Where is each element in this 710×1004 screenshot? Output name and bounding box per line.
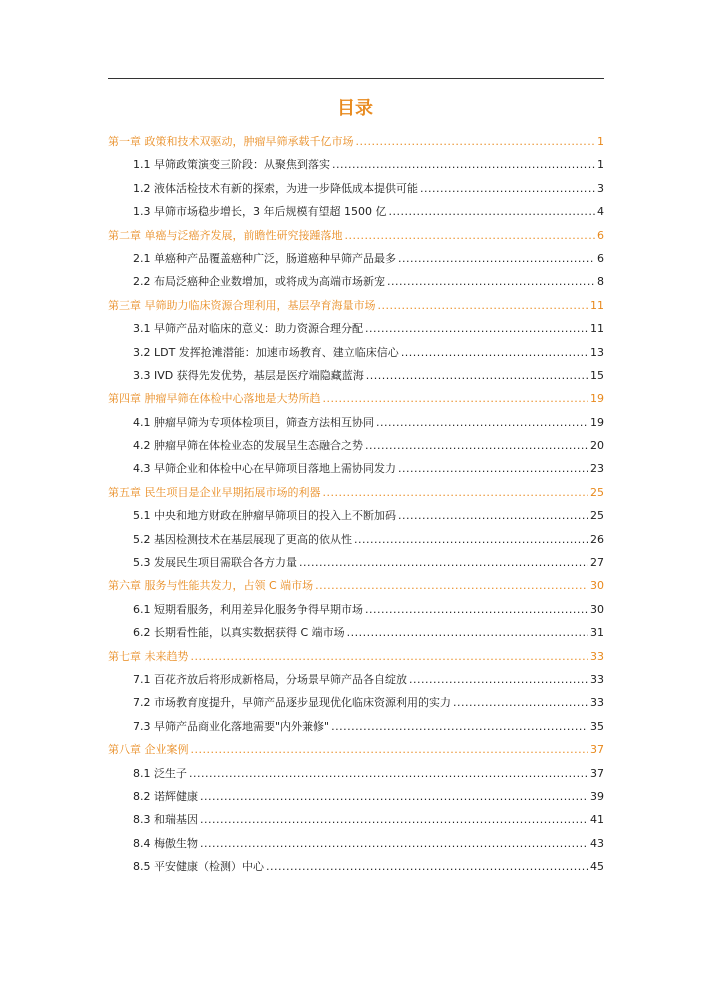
toc-chapter-entry[interactable] <box>108 224 604 247</box>
toc-entry-title: 5.3 发展民生项目需联合各方力量 <box>133 556 297 570</box>
dot-leader <box>191 645 589 668</box>
toc-entry-page: 33 <box>590 696 604 710</box>
toc-section-entry[interactable] <box>108 364 604 387</box>
dot-leader <box>323 481 589 504</box>
toc-section-entry[interactable] <box>108 434 604 457</box>
toc-entry-title: 第四章 肿瘤早筛在体检中心落地是大势所趋 <box>108 392 321 406</box>
toc-entry-page: 39 <box>590 789 604 803</box>
toc-entry-title: 1.2 液体活检技术有新的探索，为进一步降低成本提供可能 <box>133 181 418 195</box>
dot-leader <box>200 785 588 808</box>
toc-entry-page: 45 <box>590 860 604 874</box>
dot-leader <box>331 715 588 738</box>
dot-leader <box>266 855 588 878</box>
toc-section-entry[interactable] <box>108 341 604 364</box>
toc-entry-page: 19 <box>590 392 604 406</box>
toc-section-entry[interactable] <box>108 808 604 831</box>
toc-entry-title: 4.3 早筛企业和体检中心在早筛项目落地上需协同发力 <box>133 462 396 476</box>
dot-leader <box>354 528 588 551</box>
toc-chapter-entry[interactable] <box>108 738 604 761</box>
dot-leader <box>387 270 595 293</box>
toc-section-entry[interactable] <box>108 317 604 340</box>
toc-entry-title: 1.1 早筛政策演变三阶段：从聚焦到落实 <box>133 158 330 172</box>
dot-leader <box>398 504 588 527</box>
toc-entry-page: 30 <box>590 602 604 616</box>
toc-entry-page: 27 <box>590 556 604 570</box>
toc-entry-page: 11 <box>590 322 604 336</box>
toc-entry-title: 第三章 早筛助力临床资源合理利用，基层孕育海量市场 <box>108 298 376 312</box>
dot-leader <box>200 808 588 831</box>
toc-entry-page: 31 <box>590 626 604 640</box>
dot-leader <box>347 621 588 644</box>
toc-entry-title: 7.3 早筛产品商业化落地需要"内外兼修" <box>133 719 330 733</box>
dot-leader <box>420 177 595 200</box>
toc-entry-page: 33 <box>590 649 604 663</box>
toc-entry-page: 6 <box>597 251 604 265</box>
dot-leader <box>409 668 588 691</box>
toc-entry-title: 8.1 泛生子 <box>133 766 187 780</box>
toc-entry-page: 37 <box>590 743 604 757</box>
toc-section-entry[interactable] <box>108 762 604 785</box>
toc-entry-title: 8.5 平安健康（检测）中心 <box>133 860 264 874</box>
toc-entry-title: 3.1 早筛产品对临床的意义：助力资源合理分配 <box>133 322 363 336</box>
toc-entry-title: 第八章 企业案例 <box>108 743 189 757</box>
toc-chapter-entry[interactable] <box>108 481 604 504</box>
toc-entry-title: 第六章 服务与性能共发力，占领 C 端市场 <box>108 579 314 593</box>
toc-entry-title: 3.2 LDT 发挥抢滩潜能：加速市场教育、建立临床信心 <box>133 345 399 359</box>
toc-entry-page: 3 <box>597 181 604 195</box>
dot-leader <box>398 247 595 270</box>
toc-section-entry[interactable] <box>108 177 604 200</box>
toc-entry-page: 6 <box>597 228 604 242</box>
toc-entry-title: 第七章 未来趋势 <box>108 649 189 663</box>
toc-entry-title: 8.3 和瑞基因 <box>133 813 198 827</box>
toc-section-entry[interactable] <box>108 715 604 738</box>
dot-leader <box>332 153 595 176</box>
toc-entry-page: 25 <box>590 485 604 499</box>
toc-section-entry[interactable] <box>108 551 604 574</box>
toc-entry-title: 第一章 政策和技术双驱动，肿瘤早筛承载千亿市场 <box>108 135 354 148</box>
dot-leader <box>366 364 588 387</box>
toc-entry-title: 7.2 市场教育度提升，早筛产品逐步显现优化临床资源利用的实力 <box>133 696 451 710</box>
toc-section-entry[interactable] <box>108 200 604 223</box>
toc-entry-title: 第五章 民生项目是企业早期拓展市场的利器 <box>108 485 321 499</box>
toc-section-entry[interactable] <box>108 832 604 855</box>
dot-leader <box>401 341 588 364</box>
dot-leader <box>453 691 588 714</box>
toc-entry-page: 41 <box>590 813 604 827</box>
dot-leader <box>388 200 595 223</box>
dot-leader <box>378 294 589 317</box>
toc-section-entry[interactable] <box>108 270 604 293</box>
toc-section-entry[interactable] <box>108 504 604 527</box>
toc-entry-page: 23 <box>590 462 604 476</box>
header-rule <box>108 78 604 79</box>
toc-entry-title: 4.2 肿瘤早筛在体检业态的发展呈生态融合之势 <box>133 439 363 453</box>
toc-entry-page: 1 <box>597 135 604 148</box>
toc-entry-page: 1 <box>597 158 604 172</box>
dot-leader <box>376 411 588 434</box>
toc-entry-title: 2.2 布局泛癌种企业数增加，或将成为高端市场新宠 <box>133 275 385 289</box>
toc-entry-page: 37 <box>590 766 604 780</box>
toc-section-entry[interactable] <box>108 691 604 714</box>
toc-entry-title: 6.2 长期看性能，以真实数据获得 C 端市场 <box>133 626 345 640</box>
toc-section-entry[interactable] <box>108 528 604 551</box>
toc-entry-page: 25 <box>590 509 604 523</box>
toc-entry-title: 1.3 早筛市场稳步增长，3 年后规模有望超 1500 亿 <box>133 205 387 219</box>
toc-entry-title: 4.1 肿瘤早筛为专项体检项目，筛查方法相互协同 <box>133 415 374 429</box>
toc-list <box>108 130 604 879</box>
toc-entry-title: 5.2 基因检测技术在基层展现了更高的依从性 <box>133 532 352 546</box>
toc-entry-page: 4 <box>597 205 604 219</box>
toc-section-entry[interactable] <box>108 785 604 808</box>
dot-leader <box>315 574 588 597</box>
toc-entry-title: 第二章 单癌与泛癌齐发展，前瞻性研究接踵落地 <box>108 228 343 242</box>
toc-entry-page: 19 <box>590 415 604 429</box>
toc-chapter-entry[interactable] <box>108 130 604 153</box>
toc-entry-page: 20 <box>590 439 604 453</box>
toc-chapter-entry[interactable] <box>108 294 604 317</box>
dot-leader <box>189 762 588 785</box>
toc-section-entry[interactable] <box>108 598 604 621</box>
toc-section-entry[interactable] <box>108 411 604 434</box>
toc-entry-page: 8 <box>597 275 604 289</box>
toc-chapter-entry[interactable] <box>108 645 604 668</box>
dot-leader <box>365 317 588 340</box>
dot-leader <box>365 434 588 457</box>
dot-leader <box>365 598 588 621</box>
dot-leader <box>200 832 588 855</box>
toc-entry-title: 8.4 梅傲生物 <box>133 836 198 850</box>
toc-section-entry[interactable] <box>108 153 604 176</box>
toc-entry-title: 6.1 短期看服务，利用差异化服务争得早期市场 <box>133 602 363 616</box>
dot-leader <box>356 130 596 153</box>
toc-entry-page: 35 <box>590 719 604 733</box>
toc-title: 目录 <box>337 98 373 119</box>
toc-entry-page: 33 <box>590 672 604 686</box>
toc-entry-page: 15 <box>590 368 604 382</box>
toc-section-entry[interactable] <box>108 855 604 878</box>
toc-entry-title: 3.3 IVD 获得先发优势，基层是医疗端隐藏蓝海 <box>133 368 364 382</box>
toc-entry-title: 7.1 百花齐放后将形成新格局，分场景早筛产品各自绽放 <box>133 672 407 686</box>
dot-leader <box>191 738 589 761</box>
dot-leader <box>299 551 588 574</box>
toc-chapter-entry[interactable] <box>108 574 604 597</box>
toc-section-entry[interactable] <box>108 247 604 270</box>
toc-entry-title: 8.2 诺辉健康 <box>133 789 198 803</box>
toc-entry-page: 30 <box>590 579 604 593</box>
toc-entry-page: 11 <box>590 298 604 312</box>
toc-entry-page: 26 <box>590 532 604 546</box>
toc-chapter-entry[interactable] <box>108 387 604 410</box>
toc-section-entry[interactable] <box>108 668 604 691</box>
toc-entry-title: 2.1 单癌种产品覆盖癌种广泛，肠道癌种早筛产品最多 <box>133 251 396 265</box>
dot-leader <box>398 457 588 480</box>
toc-section-entry[interactable] <box>108 621 604 644</box>
toc-section-entry[interactable] <box>108 457 604 480</box>
toc-entry-page: 43 <box>590 836 604 850</box>
toc-entry-title: 5.1 中央和地方财政在肿瘤早筛项目的投入上不断加码 <box>133 509 396 523</box>
dot-leader <box>345 224 596 247</box>
dot-leader <box>323 387 589 410</box>
toc-entry-page: 13 <box>590 345 604 359</box>
